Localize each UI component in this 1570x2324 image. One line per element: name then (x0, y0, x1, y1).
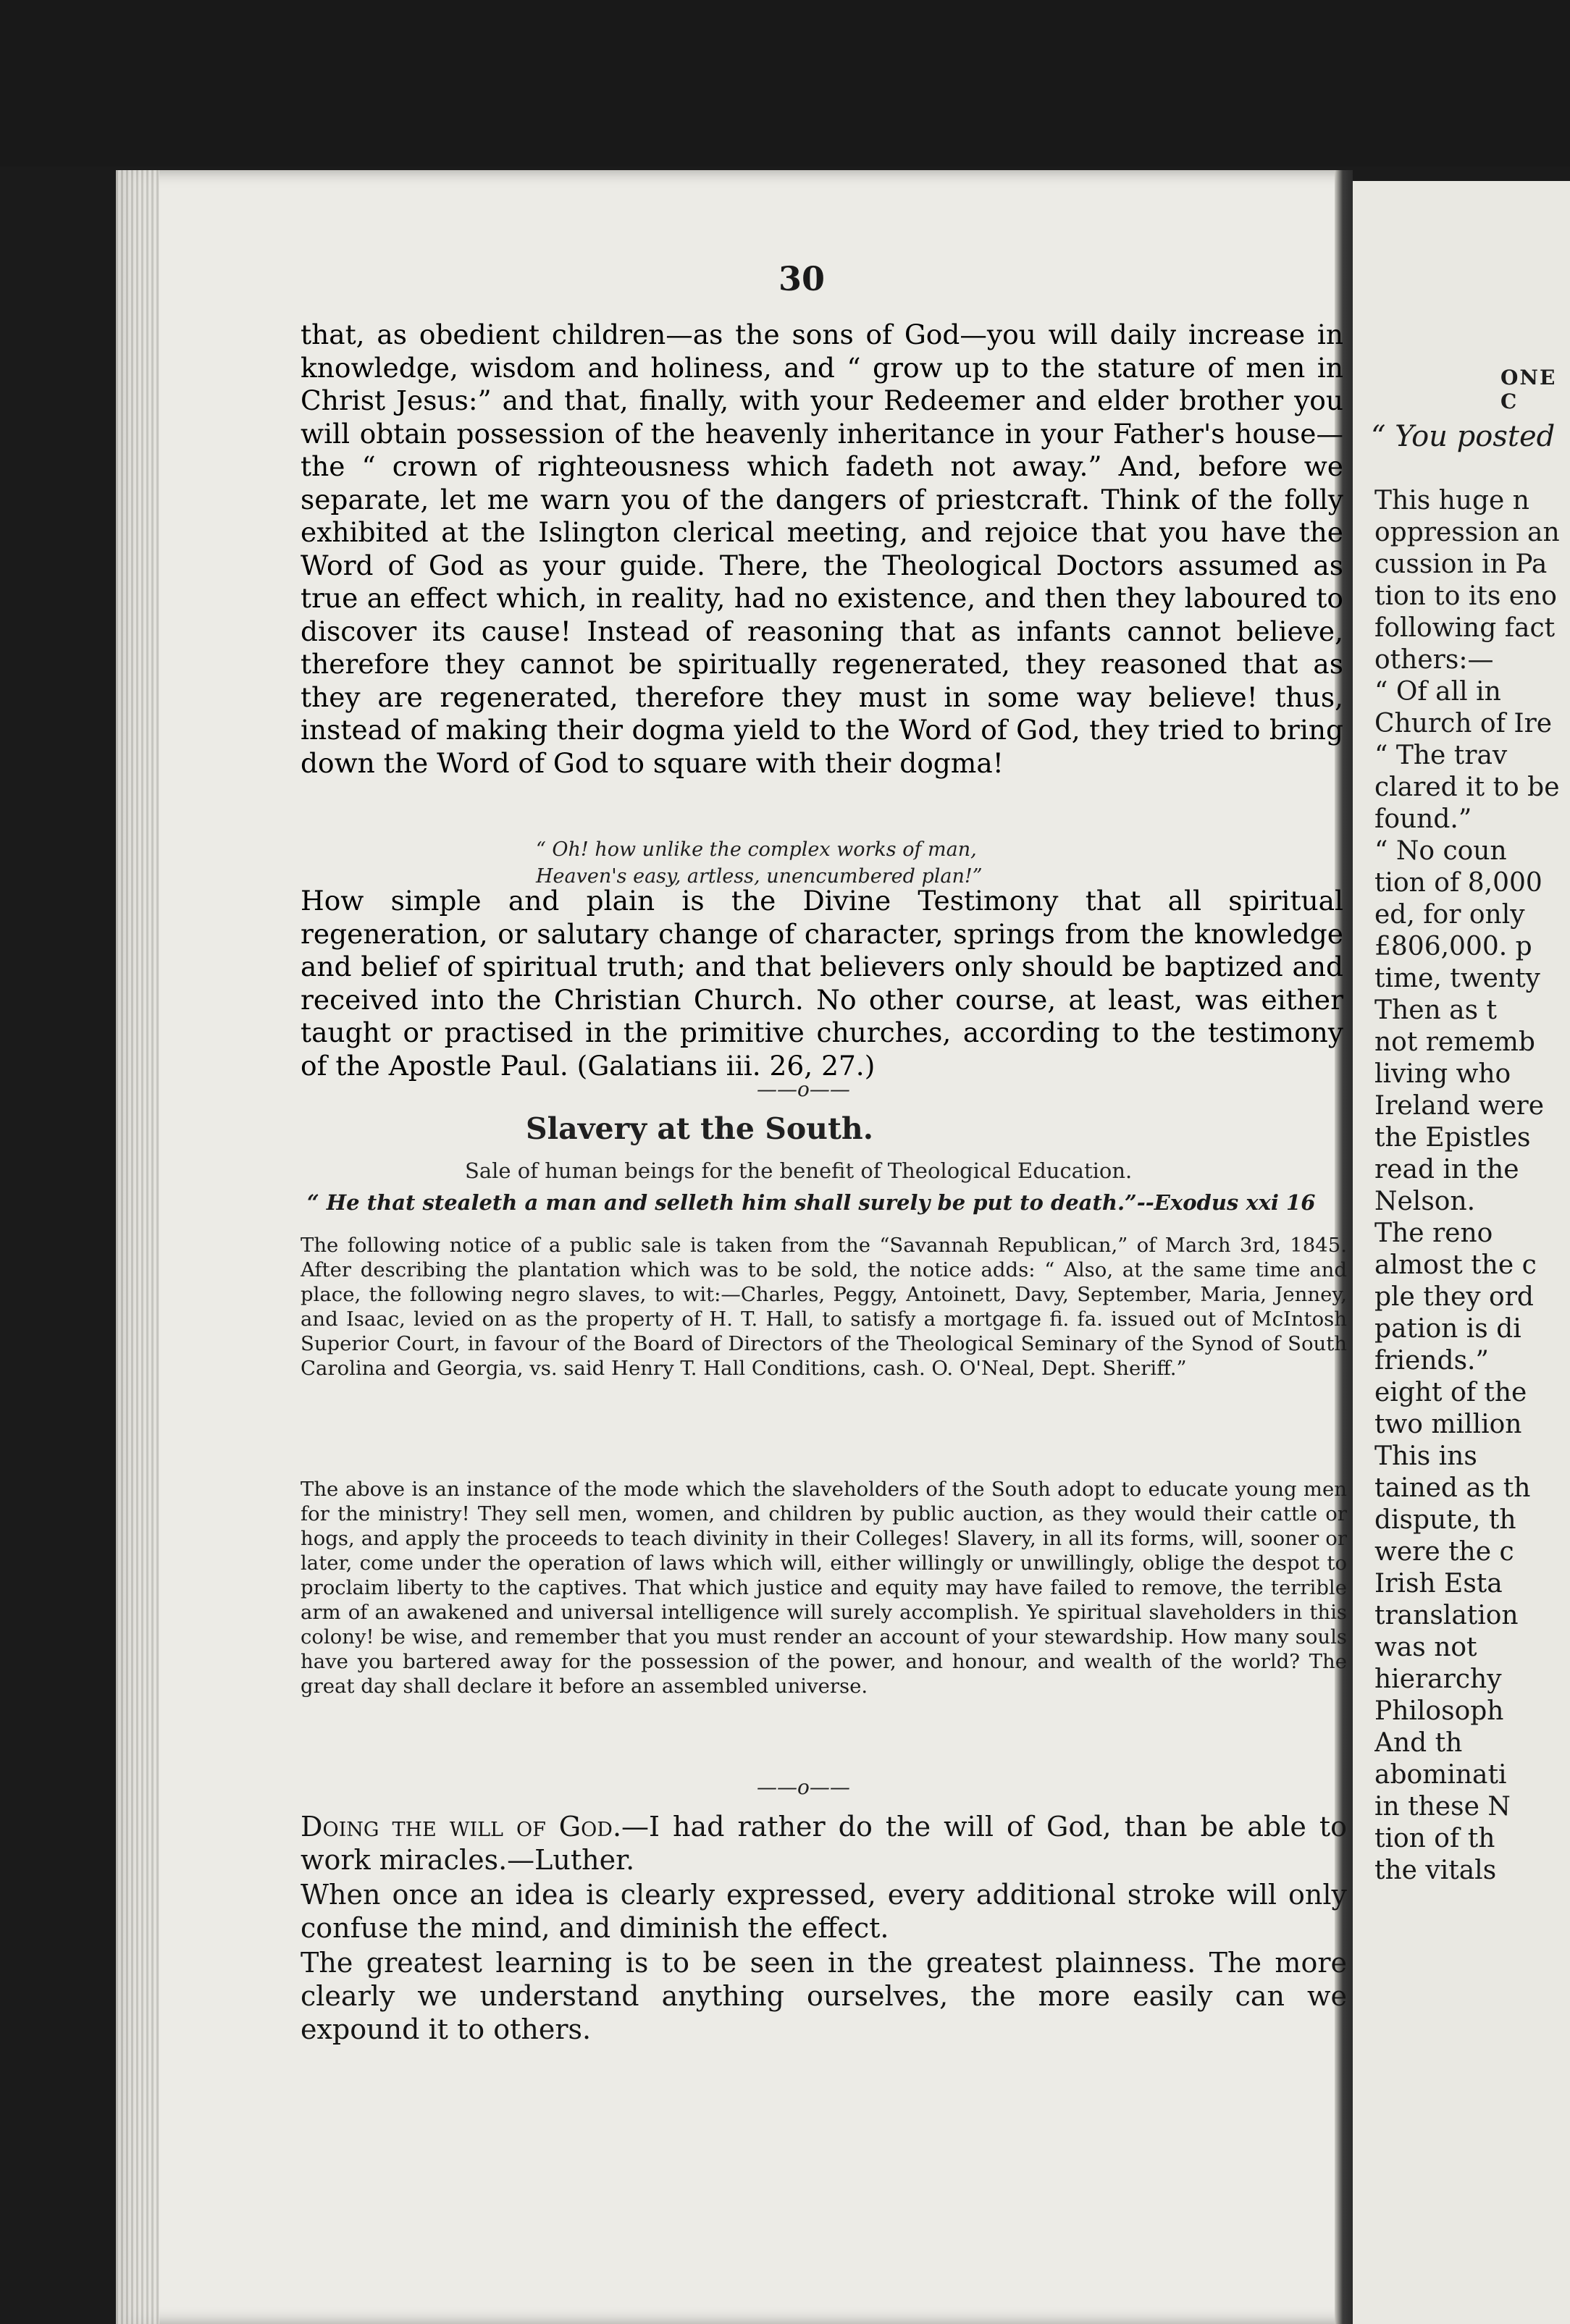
right-page-line: in these N (1374, 1792, 1511, 1822)
right-page-line: the Epistles (1374, 1123, 1531, 1153)
right-page-line: translation (1374, 1601, 1519, 1630)
right-page-line: cussion in Pa (1374, 550, 1548, 579)
right-page-line: living who (1374, 1059, 1511, 1089)
poem-quote (536, 836, 983, 890)
right-page-line: almost the c (1374, 1250, 1537, 1280)
right-page-line: not rememb (1374, 1027, 1535, 1057)
right-page-line: This ins (1374, 1441, 1477, 1471)
right-page-line: The reno (1374, 1218, 1493, 1248)
sale-notice: The following notice of a public sale is taken from the “Savannah Republican,” of March 3rd, 1845. After describing the plantation which was to be sold, the notice adds: “ Also, at the same time and place, the following negro slaves, to wit:—Charles, Peggy, Antoinett, Davy, September, Maria, Jenney, and Isaac, levied on as the property of H. T. Hall, to satisfy a mortgage fi. fa. issued out of McIntosh Superior Court, in favour of the Board of Directors of the Theological Seminary of the Synod of South Carolina and Georgia, vs. said Henry T. Hall Conditions, cash. O. O'Neal, Dept. Sheriff.” (301, 1234, 1347, 1380)
right-page-line: dispute, th (1374, 1505, 1516, 1535)
right-page-line: ple they ord (1374, 1282, 1534, 1312)
maxim-learning: The greatest learning is to be seen in the greatest plainness. The more clearly we understand anything ourselves, the more easily can we expound it to others. (301, 1947, 1347, 2045)
right-page-line: “ No coun (1374, 836, 1507, 866)
right-page-italic: “ You posted (1371, 420, 1556, 453)
right-page-line: Philosoph (1374, 1696, 1504, 1726)
poem-line-2: Heaven's easy, artless, unencumbered plan!” (536, 865, 983, 888)
right-page-line: eight of the (1374, 1378, 1527, 1407)
scan-background (0, 0, 1570, 167)
separator-1: ——o—— (757, 1077, 850, 1101)
separator-2: ——o—— (757, 1775, 850, 1799)
right-page-line: pation is di (1374, 1314, 1521, 1344)
right-page-line: read in the (1374, 1155, 1519, 1184)
right-page-line: were the c (1374, 1537, 1514, 1567)
right-page-line: Nelson. (1374, 1187, 1476, 1216)
page-number: 30 (778, 259, 826, 298)
right-page-line: oppression an (1374, 518, 1560, 547)
commentary: The above is an instance of the mode which the slaveholders of the South adopt to educate young men for the ministry! They sell men, women, and children by public auction, as they would their cattle or hogs, and apply the proceeds to teach divinity in their Colleges! Slavery, in all its forms, will, sooner or later, come under the operation of laws which will, either willingly or unwillingly, oblige the despot to proclaim liberty to the captives. That which justice and equity may have failed to remove, the terrible arm of an awakened and universal intelligence will surely accomplish. Ye spiritual slaveholders in this colony! be wise, and remember that you must render an account of your stewardship. How many souls have you bartered away for the possession of the power, and honour, and wealth of the world? The great day shall declare it before an assembled universe. (301, 1478, 1347, 1698)
right-page-line: hierarchy (1374, 1664, 1502, 1694)
right-page-line: time, twenty (1374, 964, 1540, 993)
right-page-line: following fact (1374, 613, 1556, 643)
poem-line-1: “ Oh! how unlike the complex works of man, (536, 838, 977, 861)
right-page-text (1374, 485, 1570, 1887)
heading-text: Slavery at the South. (525, 1111, 874, 1146)
paragraph-testimony: How simple and plain is the Divine Testimony that all spiritual regeneration, or salutary change of character, springs from the knowledge and belief of spiritual truth; and that believers only should be baptized and received into the Christian Church. No other course, at least, was either taught or practised in the primitive churches, according to the testimony of the Apostle Paul. (Galatians iii. 26, 27.) (301, 885, 1343, 1082)
page-edge (116, 170, 159, 2324)
right-page-line: tion to its eno (1374, 581, 1557, 611)
right-page-line: tion of 8,000 (1374, 868, 1542, 898)
right-page-line: Irish Esta (1374, 1569, 1503, 1599)
right-page-line: abominati (1374, 1760, 1507, 1790)
maxim-doing-will (301, 1810, 1347, 1877)
epigraph: “ He that stealeth a man and selleth him shall surely be put to death.”--Exodus xxi 16 (307, 1190, 1316, 1215)
subheading: Sale of human beings for the benefit of Theological Education. (465, 1158, 1133, 1183)
right-page-line: This huge n (1374, 486, 1529, 515)
right-page-line: ed, for only (1374, 900, 1525, 930)
right-page-line: £806,000. p (1374, 932, 1532, 961)
right-page-line: the vitals (1374, 1856, 1497, 1885)
right-page-title: ONE C (1500, 366, 1557, 413)
right-page-line: Then as t (1374, 995, 1497, 1025)
right-page-line: Ireland were (1374, 1091, 1545, 1121)
maxim-text: —I had rather do the will of God, than be able to work miracles.—Luther. (301, 1811, 1348, 1876)
right-page-line: “ The trav (1374, 741, 1508, 770)
paragraph-opening: that, as obedient children—as the sons of God—you will daily increase in knowledge, wisdom and holiness, and “ grow up to the stature of men in Christ Jesus:” and that, finally, with your Redeemer and elder brother you will obtain possession of the heavenly inheritance in your Father's house—the “ crown of righteousness which fadeth not away.” And, before we separate, let me warn you of the dangers of priestcraft. Think of the folly exhibited at the Islington clerical meeting, and rejoice that you have the Word of God as your guide. There, the Theological Doctors assumed as true an effect which, in reality, had no existence, and then they laboured to discover its cause! Instead of reasoning that as infants cannot believe, therefore they cannot be spiritually regenerated, they reasoned that as they are regenerated, therefore they must in some way believe! thus, instead of making their dogma yield to the Word of God, they tried to bring down the Word of God to square with their dogma! (301, 319, 1343, 779)
right-page-line: friends.” (1374, 1346, 1489, 1376)
right-page-line: Church of Ire (1374, 709, 1553, 738)
right-page-line: others:— (1374, 645, 1494, 675)
maxim-label: Doing the will of God. (301, 1811, 622, 1843)
right-page-line: found.” (1374, 804, 1472, 834)
section-heading (0, 1111, 1570, 1146)
right-page-line: tained as th (1374, 1473, 1531, 1503)
right-page-line: was not (1374, 1633, 1477, 1662)
maxim-idea: When once an idea is clearly expressed, every additional stroke will only confuse the mind, and diminish the effect. (301, 1879, 1347, 1944)
right-page-line: And th (1374, 1728, 1463, 1758)
right-page-line: clared it to be (1374, 772, 1560, 802)
right-page-line: “ Of all in (1374, 677, 1501, 707)
right-page-line: tion of th (1374, 1824, 1495, 1853)
right-page-line: two million (1374, 1410, 1522, 1439)
